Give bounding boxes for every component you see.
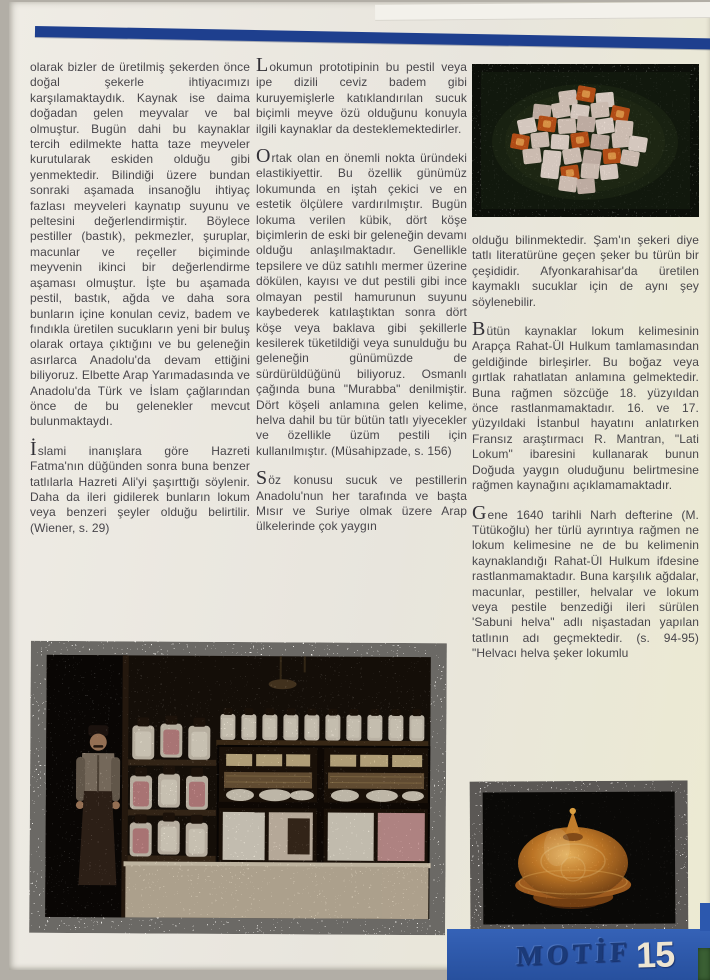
paragraph-text: olarak bizler de üretilmiş şekerden önce doğal şekerle ihtiyacımızı karşılamaktaydık. Kaynak ise daima doğadan gelen meyvalar ve bal olmuştur. Bugün dahi bu kaynaklar tercih edilmekte hatta taze meyveler kurutularak eskiden olduğu gibi yenmektedir. Bilindiği üzere bundan sonraki aşamada insanoğlu ihtiyaç fazlası meyveleri kaynatıp suyunu ve peltesini değerlendirmiştir. Böylece pestiller (bastık), pekmezler, şuruplar, macunlar ve reçeller biçiminde meyvenin ikinci bir değerlendirme aşaması olmuştur. İşte bu aşamada pestil, bastık, ağda ve daha sora bunların içine konulan ceviz, badem ve fındıkla üretilen sucukların yeni bir buluş olarak ortaya çıktığını ve bu geleneğin asırlarca Anadolu'da devam ettiğini biliyoruz. Elbette Arap Yarımadasında ve Anadolu'da Türk ve İslam çağlarından önce de bu gelenekler mevcut bulunmaktaydı. [30,60,250,429]
body-paragraph [472,501,699,662]
drop-cap: O [256,145,271,168]
paragraph-text: slami inanışlara göre Hazreti Fatma'nın düğünden sonra buna benzer tatlılarla Hazreti Ali'yi şaşırttığı söylenir. Daha da ileri gidilerek bunların lokum veya benzeri şeyler olduğu belirtilir. (Wiener, s. 29) [30,443,250,535]
page-corner-fold [375,2,710,21]
paragraph-text: öz konusu sucuk ve pestillerin Anadolu'nun her tarafında ve başta Mısır ve Suriye olmak üzere Arap ülkelerinde çok yaygın [256,473,467,534]
text-column-2 [256,54,467,652]
paragraph-text: ene 1640 tarihli Narh defterine (M. Tütükoğlu) her türlü ayrıntıya rağmen ne lokum kelimesine ne de bu kelimenin kaynaklandığı Rahat-Ül Hulkum ifdesine rastlanmamaktadır. Buna karşılık ağdalar, macunlar, pestiller, helvalar ve lokum veya pestile benzediği ileri sürülen 'Sabuni helva" adlı nişastadan yapılan tatlının adı geçmektedir. (s. 94-95) "Helvacı helva şeker lokumlu [472,507,699,661]
paragraph-text: okumun prototipinin bu pestil veya ipe dizili ceviz badem gibi kuruyemişlerle katıklandırılan sucuk biçimli meyve özü olduğunu konuyla ilgili kaynaklar da desteklemektedirler. [256,60,467,136]
paragraph-text: olduğu bilinmektedir. Şam'ın şekeri diye tatlı literatürüne geçen şeker bu türün bir çeşididir. Afyonkarahisar'da üretilen kaymaklı sucuklar için de aynı şey söylenebilir. [472,233,699,309]
old-candy-shop-photo [29,641,447,936]
body-paragraph [472,318,699,493]
drop-cap: G [472,501,487,524]
page-number: 15 [635,932,675,976]
body-paragraph [256,145,467,459]
drop-cap: S [256,467,268,490]
body-paragraph [30,60,250,430]
body-paragraph [256,54,467,137]
next-page-blue-edge [700,903,710,931]
turkish-delight-cubes-photo [472,64,699,217]
drop-cap: İ [30,437,37,460]
body-paragraph [30,437,250,536]
drop-cap: L [256,54,269,76]
footer-logo-bar [447,929,710,980]
page-surface [9,2,710,970]
paragraph-text: rtak olan en önemli nokta üründeki elastikiyettir. Bu özellik günümüz lokumunda en iştah çekici ve en estetik ölçülere vardırılmıştır. Bugün lokuma verilen kübik, dört köşe biçimlerin de eski bir geleneğin devamı olduğu anlaşılmaktadır. Genellikle tepsilere ve düz satıhlı mermer üzerine dökülen, kayısı ve dut pestili gibi ince olmayan pestil hamurunun suyunu kaybederek katılaştıktan sonra dört köşe veya baklava gibi şekillerle kesilerek tüketildiği veya sunulduğu bu geleneğin günümüzde de sürdürüldüğünü biliyoruz. Osmanlı çağında buna "Murabba" denilmiştir. Dört köşeli anlamına gelen kelime, helva dahil bu tür bütün tatlı yiyecekler ve özellikle üzüm pestili için kullanılmıştır. (Müsahipzade, s. 156) [256,151,467,458]
drop-cap: B [472,318,486,341]
text-column-1 [30,54,250,650]
publication-title: MOTİF [515,935,632,973]
copper-lidded-bowl-photo [470,780,689,935]
next-page-green-edge [698,948,710,980]
body-paragraph [256,467,467,535]
paragraph-text: ütün kaynaklar lokum kelimesinin Arapça Rahat-Ül Hulkum tamlamasından geldiğinde birleşirler. Bu boğaz veya gırtlak rahatlatan anlamına gelmektedir. Buna rağmen sözcüğe 18. yüzyıldan önce rastlanmamaktadır. 16. ve 17. yüzyıldaki İstanbul hayatını anlatırken Fransız araştırmacı R. Mantran, "Lati Lokum" ibaresini kullanarak bunun Doğuda yaygın oluduğunu belirtmesine rağmen kaynağını açıklamamaktadır. [472,324,699,493]
body-paragraph [472,233,699,310]
top-rule [35,26,710,49]
